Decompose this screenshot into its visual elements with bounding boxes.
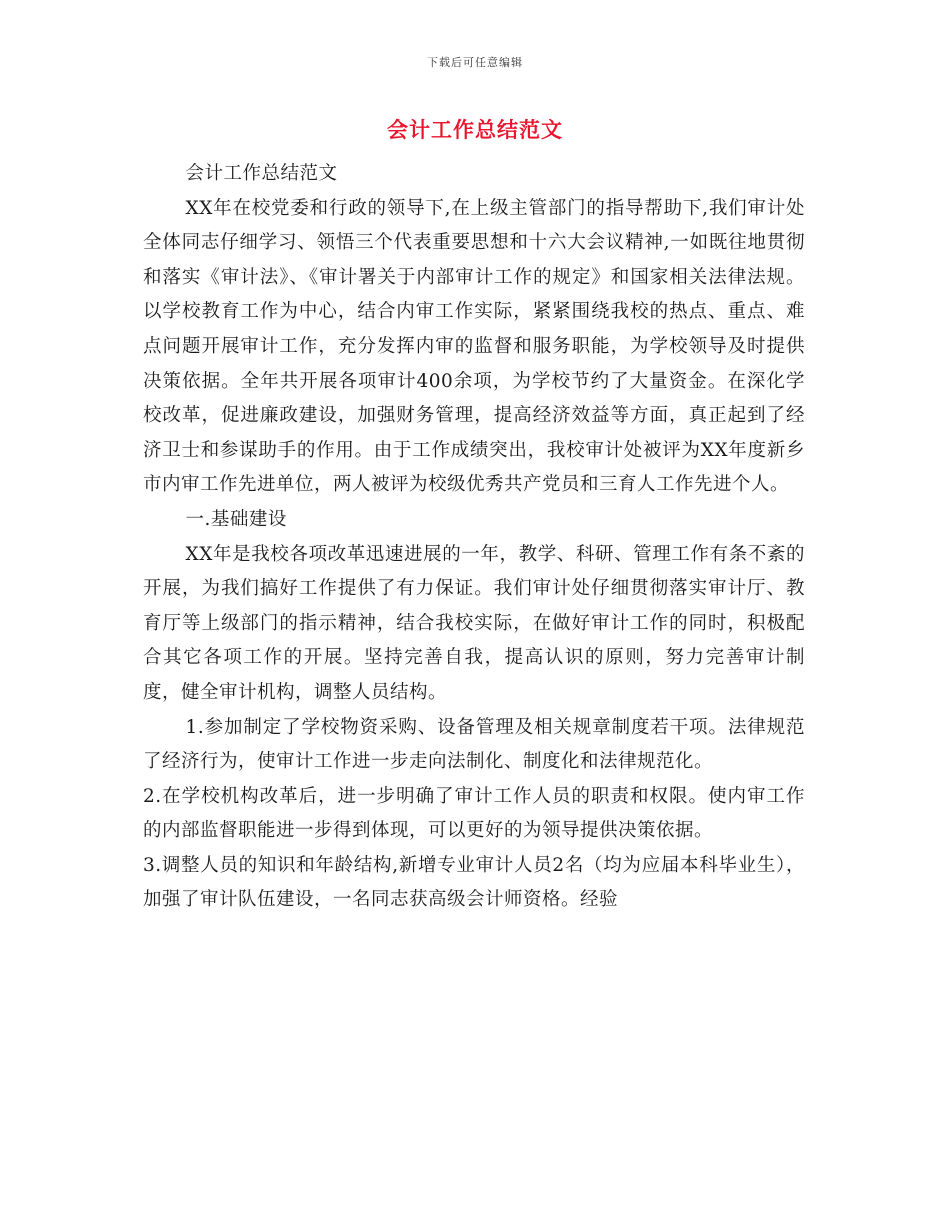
document-body [143,157,805,918]
list-item-3: 3.调整人员的知识和年龄结构,新增专业审计人员2名（均为应届本科毕业生），加强了审计队伍建设，一名同志获高级会计师资格。经验 [143,854,805,911]
paragraph-subtitle: 会计工作总结范文 [185,163,338,184]
paragraph-section-1: XX年是我校各项改革迅速进展的一年，教学、科研、管理工作有条不紊的开展，为我们搞好工作提供了有力保证。我们审计处仔细贯彻落实审计厅、教育厅等上级部门的指示精神，结合我校实际，在做好审计工作的同时，积极配合其它各项工作的开展。坚持完善自我，提高认识的原则，努力完善审计制度，健全审计机构，调整人员结构。 [143,543,805,703]
document-title: 会计工作总结范文 [387,117,563,142]
section-heading-basic-construction: 一.基础建设 [185,508,287,530]
list-item-1: 1.参加制定了学校物资采购、设备管理及相关规章制度若干项。法律规范了经济行为，使审计工作进一步走向法制化、制度化和法律规范化。 [143,716,805,773]
page-header-note: 下载后可任意编辑 [427,56,523,69]
paragraph-intro: XX年在校党委和行政的领导下,在上级主管部门的指导帮助下,我们审计处全体同志仔细学习、领悟三个代表重要思想和十六大会议精神,一如既往地贯彻和落实《审计法》、《审计署关于内部审计工作的规定》和国家相关法律法规。以学校教育工作为中心，结合内审工作实际，紧紧围绕我校的热点、重点、难点问题开展审计工作，充分发挥内审的监督和服务职能，为学校领导及时提供决策依据。全年共开展各项审计400余项，为学校节约了大量资金。在深化学校改革，促进廉政建设，加强财务管理，提高经济效益等方面，真正起到了经济卫士和参谋助手的作用。由于工作成绩突出，我校审计处被评为XX年度新乡市内审工作先进单位，两人被评为校级优秀共产党员和三育人工作先进个人。 [143,197,805,496]
list-item-2: 2.在学校机构改革后，进一步明确了审计工作人员的职责和权限。使内审工作的内部监督职能进一步得到体现，可以更好的为领导提供决策依据。 [143,785,805,842]
